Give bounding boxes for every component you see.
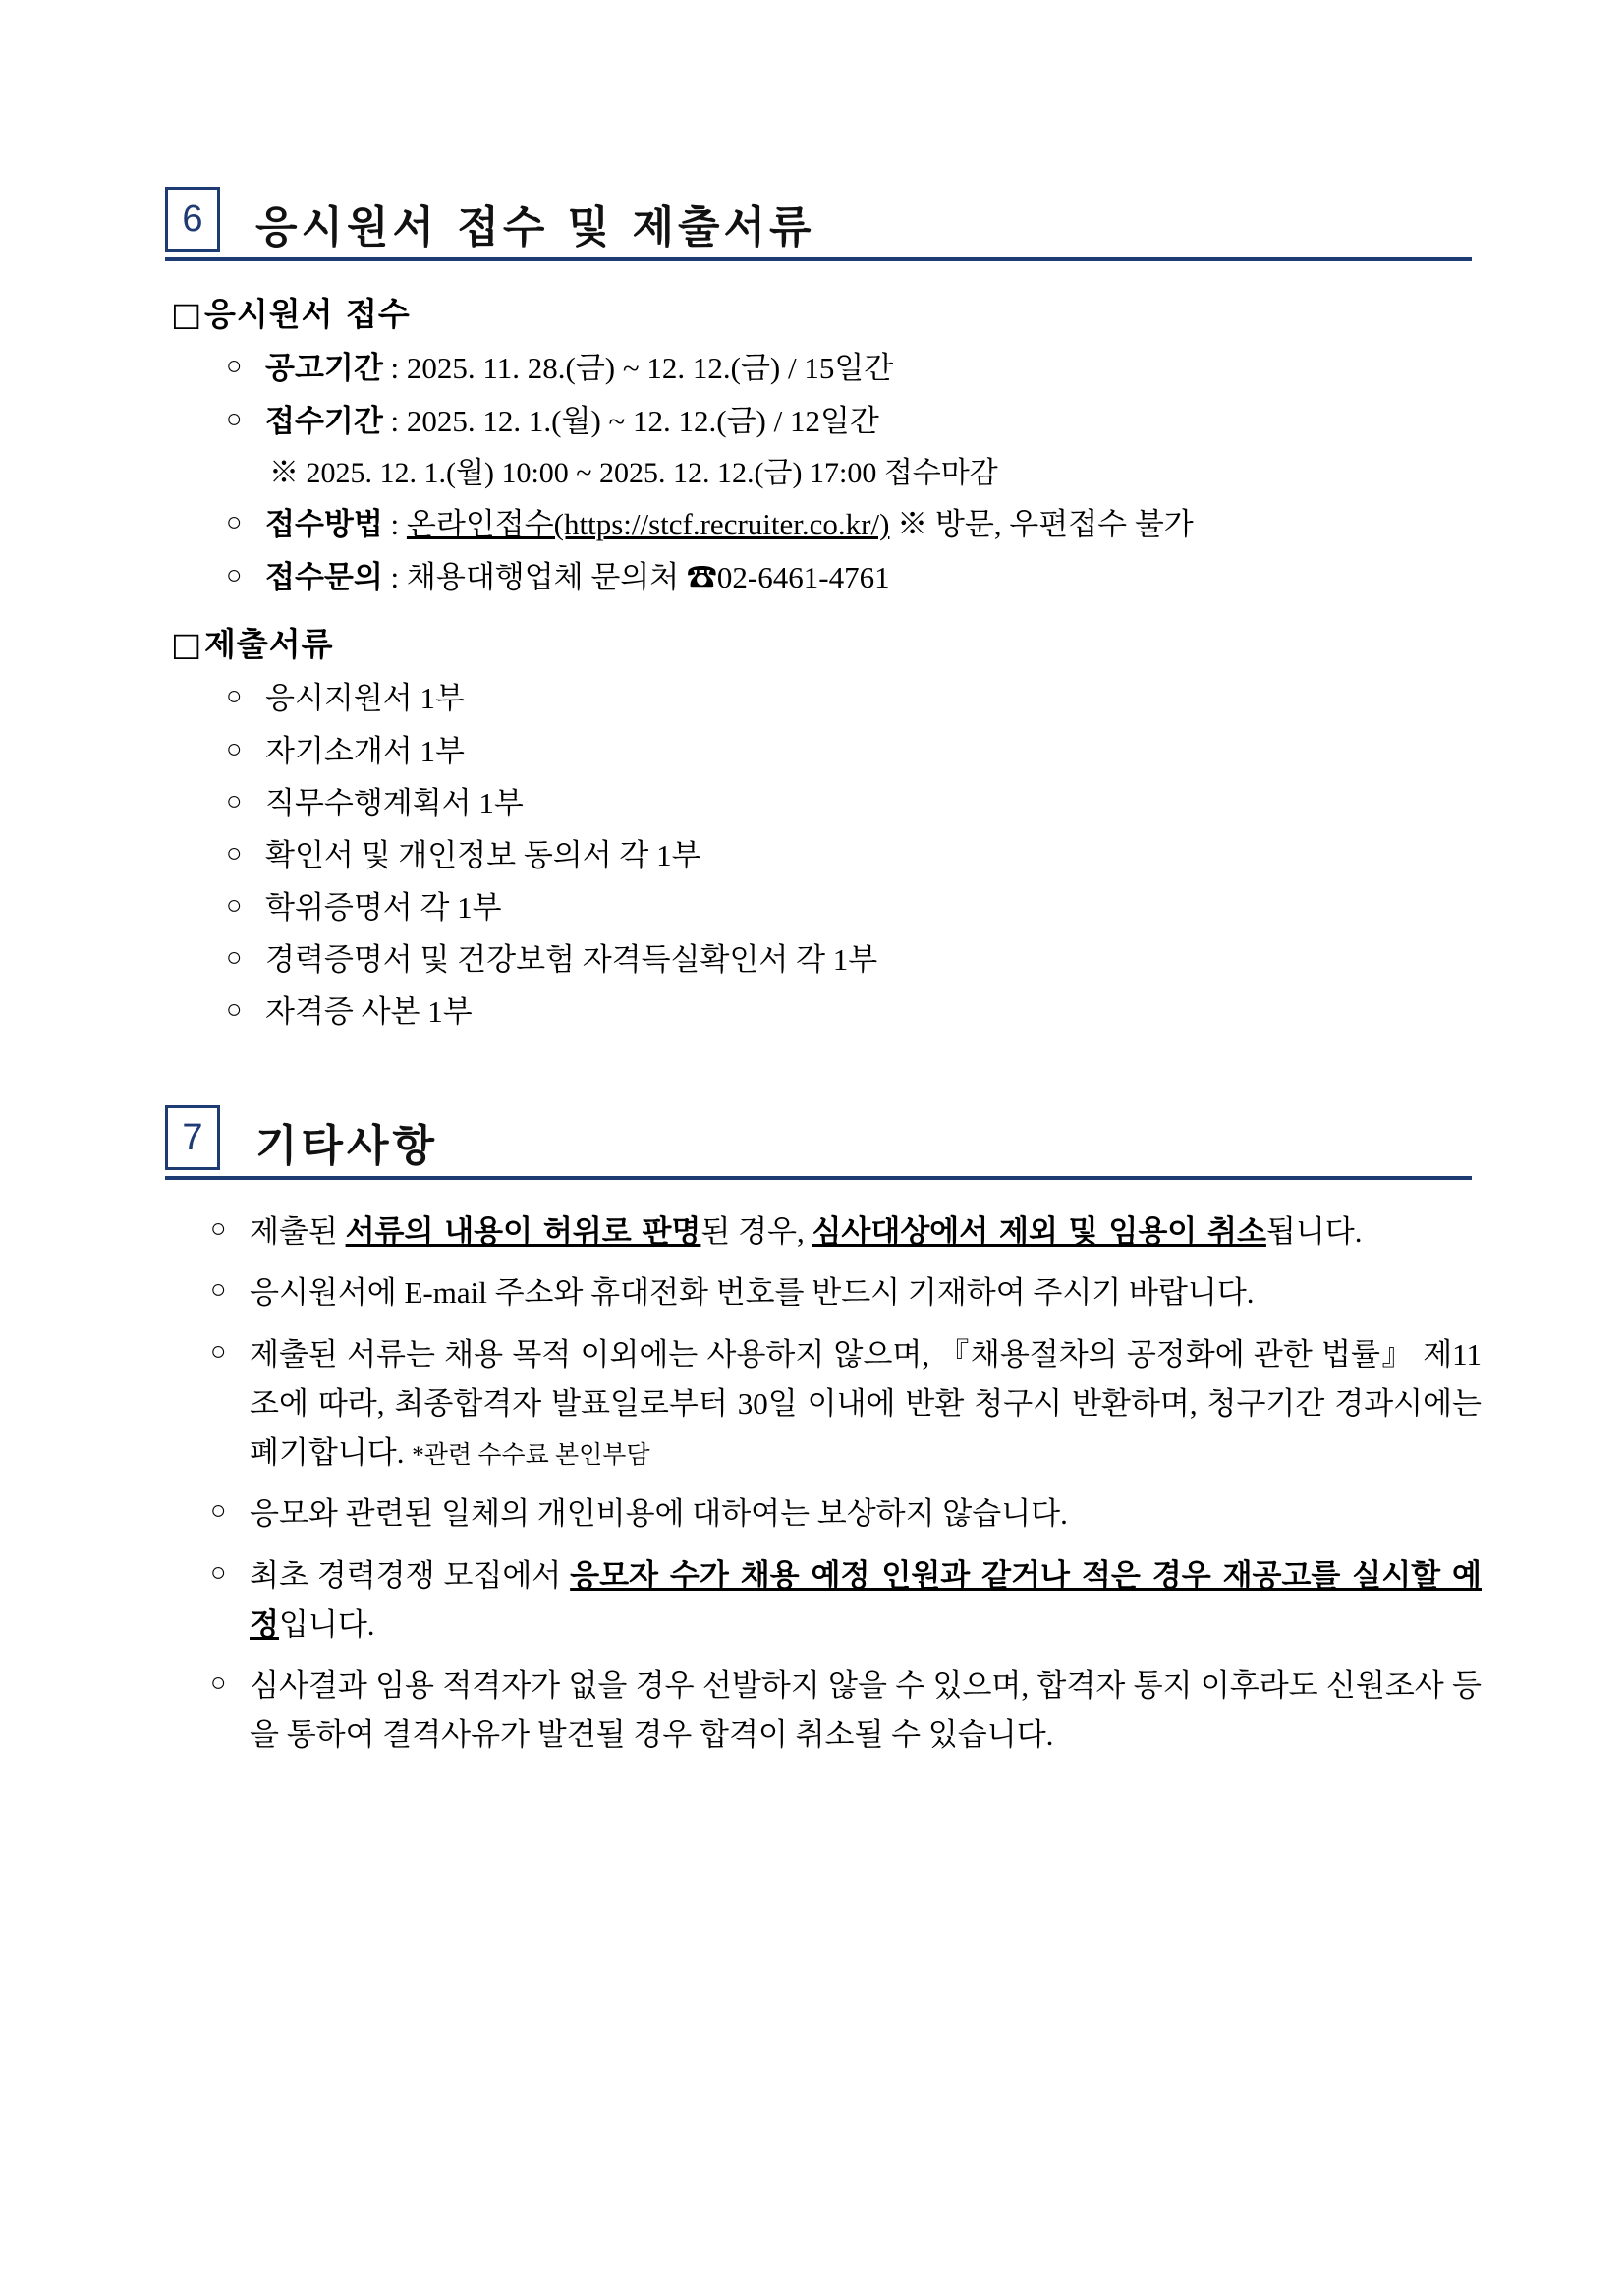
list-item xyxy=(165,728,1482,774)
list-item-text: 자격증 사본 1부 xyxy=(265,994,473,1030)
item-label: 공고기간 xyxy=(265,351,383,386)
list-item xyxy=(165,1268,1482,1317)
circle-marker-icon: ○ xyxy=(226,681,243,711)
list-item xyxy=(165,780,1482,826)
list-item-note-wrapper xyxy=(165,451,1482,495)
list-item-text xyxy=(265,554,1482,601)
list-item xyxy=(165,1207,1482,1257)
list-item-text: 학위증명서 각 1부 xyxy=(265,889,502,924)
circle-marker-icon: ○ xyxy=(210,1213,227,1244)
list-item xyxy=(165,884,1482,930)
item-label: 접수문의 xyxy=(265,560,383,596)
item-separator: : xyxy=(382,560,407,595)
list-other-notes xyxy=(165,1207,1482,1760)
item-separator: : xyxy=(382,351,407,385)
circle-marker-icon: ○ xyxy=(226,351,243,380)
circle-marker-icon: ○ xyxy=(226,889,243,920)
list-item xyxy=(165,675,1482,721)
group-heading-text: 제출서류 xyxy=(204,625,334,664)
item-value: 채용대행업체 문의처 ☎02-6461-4761 xyxy=(406,560,890,595)
note-text xyxy=(250,1330,1482,1479)
circle-marker-icon: ○ xyxy=(226,507,243,537)
item-value: ※ 방문, 우편접수 불가 xyxy=(889,507,1194,542)
list-item xyxy=(165,501,1482,548)
list-item-text: 경력증명서 및 건강보험 자격득실확인서 각 1부 xyxy=(265,941,878,977)
group-heading-text: 응시원서 접수 xyxy=(204,295,411,333)
section-7 xyxy=(165,1105,1482,1760)
note-part-emphasis: 서류의 내용이 허위로 판명 xyxy=(345,1214,701,1251)
section-7-title: 기타사항 xyxy=(255,1121,439,1172)
note-part: 제출된 서류는 채용 목적 이외에는 사용하지 않으며, 『채용절차의 공정화에 관한 법률』 제11조에 따라, 최종합격자 발표일로부터 30일 이내에 반환 청구시 반환하며, 청구기간 경과시에는 폐기합니다. xyxy=(250,1336,1482,1471)
note-part-footnote: *관련 수수료 본인부담 xyxy=(412,1442,650,1470)
note-text: 응시원서에 E-mail 주소와 휴대전화 번호를 반드시 기재하여 주시기 바랍니다. xyxy=(250,1275,1255,1311)
online-application-link[interactable]: 온라인접수(https://stcf.recruiter.co.kr/) xyxy=(406,507,890,542)
list-item-text xyxy=(265,345,1482,392)
circle-marker-icon: ○ xyxy=(226,560,243,590)
section-7-rule xyxy=(165,1176,1472,1180)
circle-marker-icon: ○ xyxy=(210,1274,227,1305)
list-item xyxy=(165,988,1482,1035)
circle-marker-icon: ○ xyxy=(226,404,243,434)
item-label: 접수기간 xyxy=(265,404,383,440)
list-item xyxy=(165,936,1482,982)
item-value: 2025. 11. 28.(금) ~ 12. 12.(금) / 15일간 xyxy=(406,351,894,385)
section-6-number: 6 xyxy=(165,187,220,252)
box-marker-icon: □ xyxy=(171,625,203,664)
list-item-text xyxy=(265,398,1482,445)
note-part: 제출된 xyxy=(250,1214,346,1250)
note-text xyxy=(250,1551,1482,1650)
note-text xyxy=(250,1207,1482,1257)
note-part: 최초 경력경쟁 모집에서 xyxy=(250,1557,571,1593)
list-item-text: 응시지원서 1부 xyxy=(265,681,465,716)
list-item-text xyxy=(265,501,1482,548)
section-6-header xyxy=(165,187,1482,252)
section-6-title: 응시원서 접수 및 제출서류 xyxy=(255,202,815,252)
note-part: 됩니다. xyxy=(1265,1214,1363,1250)
document-content xyxy=(165,187,1482,1771)
list-item xyxy=(165,398,1482,445)
circle-marker-icon: ○ xyxy=(210,1556,227,1587)
section-6 xyxy=(165,187,1482,1035)
receipt-period-note: ※ 2025. 12. 1.(월) 10:00 ~ 2025. 12. 12.(금) 17:00 접수마감 xyxy=(269,457,998,490)
group-heading-submission-documents xyxy=(171,619,1482,665)
list-item-text: 확인서 및 개인정보 동의서 각 1부 xyxy=(265,837,701,872)
circle-marker-icon: ○ xyxy=(226,941,243,972)
list-item xyxy=(165,554,1482,601)
item-value: 2025. 12. 1.(월) ~ 12. 12.(금) / 12일간 xyxy=(406,404,879,439)
note-part-emphasis: 응모자 수가 채용 예정 인원과 같거나 적은 경우 재공고를 실시할 예정 xyxy=(250,1557,1482,1643)
section-6-rule xyxy=(165,257,1472,261)
circle-marker-icon: ○ xyxy=(226,733,243,763)
circle-marker-icon: ○ xyxy=(226,785,243,815)
circle-marker-icon: ○ xyxy=(226,994,243,1025)
item-label: 접수방법 xyxy=(265,507,383,543)
list-application-receipt xyxy=(165,345,1482,601)
note-text: 심사결과 임용 적격자가 없을 경우 선발하지 않을 수 있으며, 합격자 통지 이후라도 신원조사 등을 통하여 결격사유가 발견될 경우 합격이 취소될 수 있습니다. xyxy=(250,1667,1482,1753)
note-text: 응모와 관련된 일체의 개인비용에 대하여는 보상하지 않습니다. xyxy=(250,1496,1068,1532)
circle-marker-icon: ○ xyxy=(210,1666,227,1697)
note-part: 된 경우, xyxy=(700,1214,812,1250)
section-7-header xyxy=(165,1105,1482,1170)
note-part: 입니다. xyxy=(278,1606,375,1642)
list-item xyxy=(165,345,1482,392)
list-item xyxy=(165,1330,1482,1479)
note-part-emphasis: 심사대상에서 제외 및 임용이 취소 xyxy=(812,1214,1266,1251)
circle-marker-icon: ○ xyxy=(210,1335,227,1366)
list-item xyxy=(165,1661,1482,1760)
list-item xyxy=(165,1489,1482,1539)
group-heading-application-receipt xyxy=(171,289,1482,335)
section-7-number: 7 xyxy=(165,1105,220,1170)
list-item xyxy=(165,832,1482,878)
list-submission-documents xyxy=(165,675,1482,1035)
box-marker-icon: □ xyxy=(171,295,203,333)
list-item xyxy=(165,1551,1482,1650)
item-separator: : xyxy=(382,404,407,439)
circle-marker-icon: ○ xyxy=(226,837,243,868)
item-separator: : xyxy=(382,507,407,542)
list-item-text: 자기소개서 1부 xyxy=(265,733,465,768)
circle-marker-icon: ○ xyxy=(210,1495,227,1526)
list-item-text: 직무수행계획서 1부 xyxy=(265,785,524,820)
